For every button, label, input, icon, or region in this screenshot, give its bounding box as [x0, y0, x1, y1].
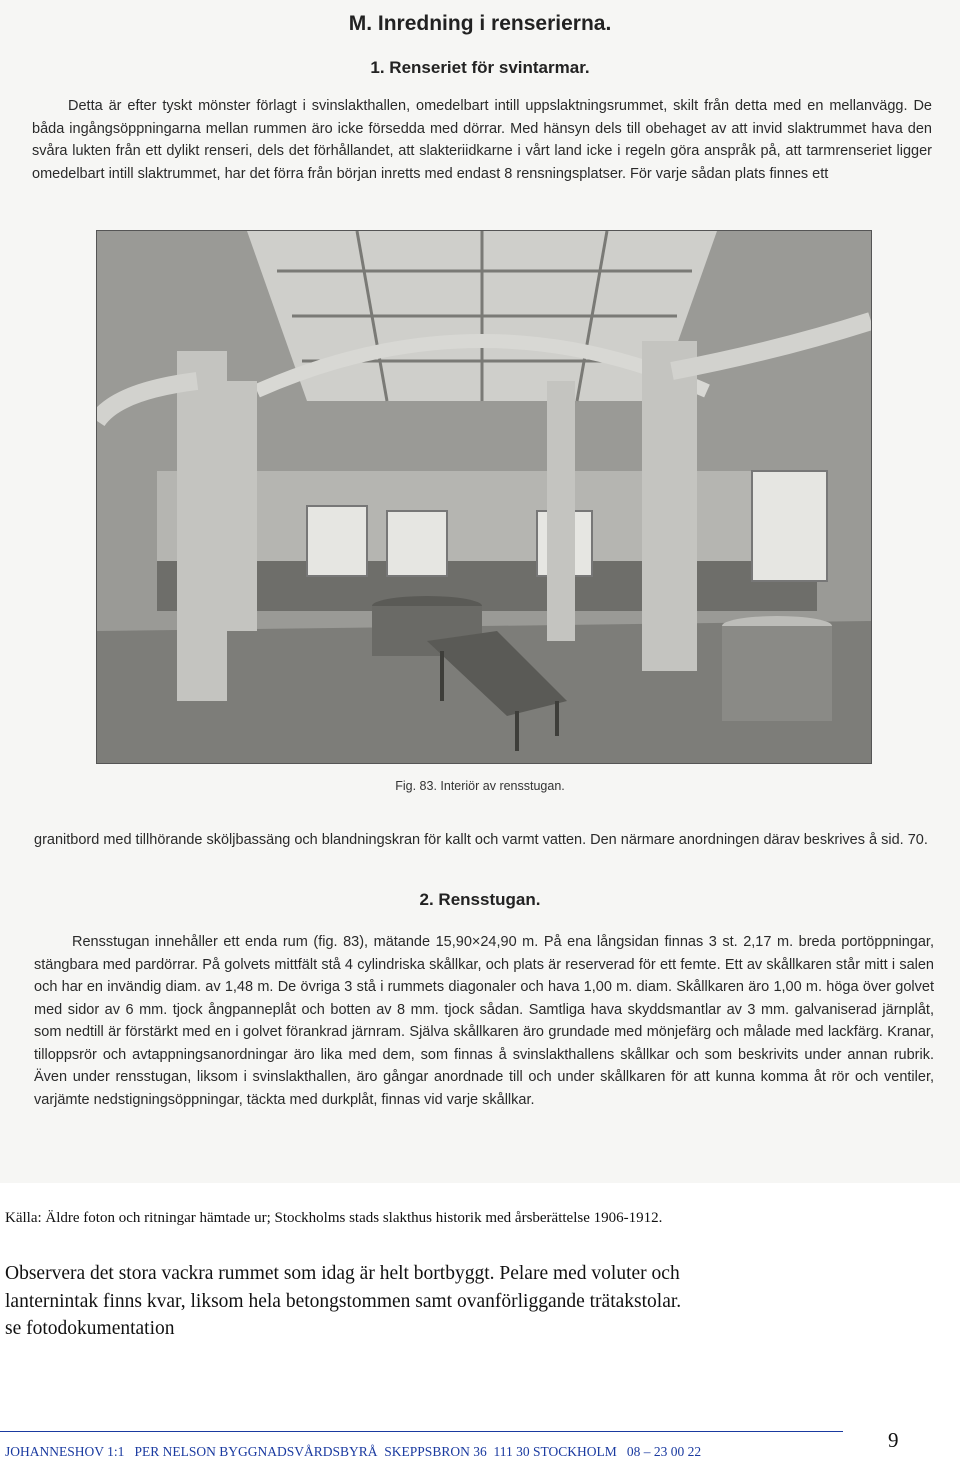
observation-line-3: se fotodokumentation [5, 1318, 175, 1339]
footer-text: JOHANNESHOV 1:1 PER NELSON BYGGNADSVÅRDSBYRÅ SKEPPSBRON 36 111 30 STOCKHOLM 08 – 23 00 22 [5, 1444, 702, 1459]
observation-line-2: lanternintak finns kvar, liksom hela betongstommen samt ovanförliggande trätakstolar. [5, 1290, 682, 1312]
observation-text [5, 1260, 905, 1343]
source-line: Källa: Äldre foton och ritningar hämtade ur; Stockholms stads slakthus historik med årsberättelse 1906-1912. [5, 1210, 663, 1226]
scan-title: M. Inredning i renserierna. [348, 12, 612, 35]
observation-line-1: Observera det stora vackra rummet som idag är helt bortbyggt. Pelare med voluter och [5, 1263, 680, 1284]
section-1-heading: 1. Renseriet för svintarmar. [370, 58, 590, 77]
section-2-heading: 2. Rensstugan. [419, 890, 541, 909]
footer-rule [0, 1431, 843, 1432]
paragraph-1: Detta är efter tyskt mönster förlagt i svinslakthallen, omedelbart intill uppslaktningsrummet, skilt från detta med en mellanvägg. De båda ingångsöppningarna mellan rummen äro icke försedda med dörrar. Med hänsyn dels till obehaget av att invid slaktrummet hava den svåra lukten från ett dylikt renseri, dels det förhållandet, att slakteriidkarne i vårt land icke i regeln göra anspråk på, att tarmrenseriet ligger omedelbart intill slaktrummet, har det förra från början inretts med endast 8 rensningsplatser. För varje sådan plats finnes ett [32, 98, 932, 182]
paragraph-2: granitbord med tillhörande sköljbassäng och blandningskran för kallt och varmt vatten. Den närmare anordningen därav beskrives å sid. 70. [34, 832, 928, 848]
interior-photo [96, 230, 872, 764]
page-number: 9 [888, 1428, 899, 1452]
figure-caption: Fig. 83. Interiör av rensstugan. [395, 779, 565, 793]
paragraph-3: Rensstugan innehåller ett enda rum (fig. 83), mätande 15,90×24,90 m. På ena långsidan finnas 3 st. 2,17 m. breda portöppningar, stängbara med pardörrar. På golvets mittfält stå 4 cylindriska skållkar, och plats är reserverad för ett femte. Ett av skållkaren står mitt i salen och har en invändig diam. av 1,48 m. De övriga 3 stå i rummets diagonaler och hava 1,00 m. diam. Skållkaren äro 1,00 m. höga över golvet med sidor av 6 mm. tjock ångpanneplåt och botten av 8 mm. tjock sådan. Samtliga hava skyddsmantlar av 3 mm. galvaniserad järnplåt, som nedtill är förstärkt med en i golvet förankrad järnram. Själva skållkaren äro grundade med mönjefärg och målade med lackfärg. Kranar, tilloppsrör och avtappningsanordningar äro lika med dem, som finnas å svinslakthallens skållkar och som beskrivits under annan rubrik. Även under rensstugan, liksom i svinslakthallen, äro gångar anordnade till och under skållkaren för att kunna komma åt rör och ventiler, varjämte nedstigningsöppningar, täckta med durkplåt, finnas vid varje skållkar. [34, 934, 934, 1108]
